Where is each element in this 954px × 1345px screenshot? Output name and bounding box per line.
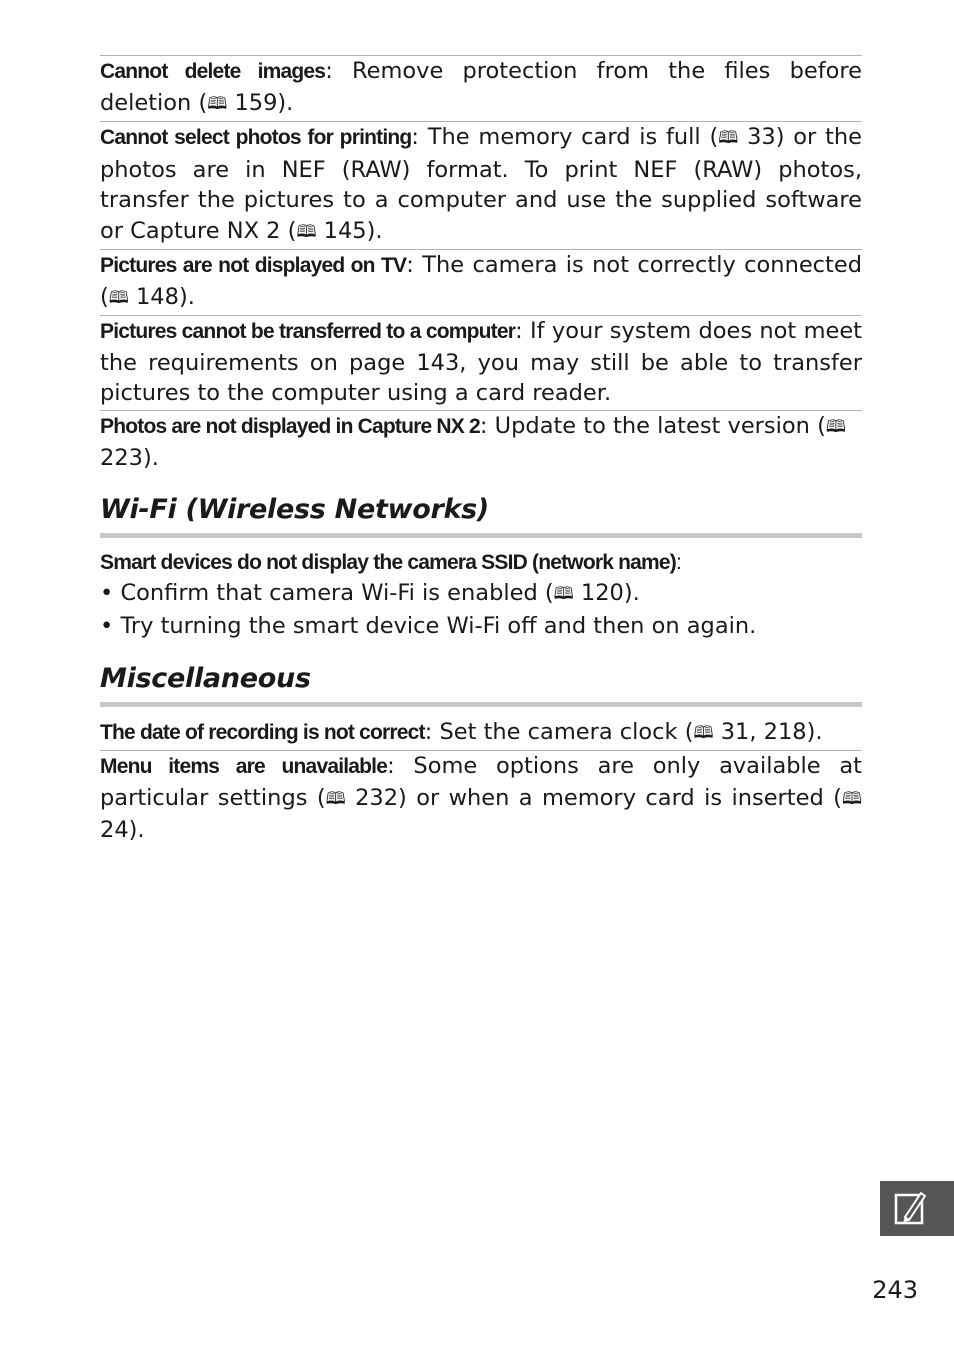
book-icon: 🕮 — [825, 416, 846, 437]
entry-text: : If your system does not meet the requirements on page 143, you may still be able to transfer pictures to the computer using a card reader. — [100, 318, 863, 406]
book-icon: 🕮 — [325, 788, 346, 809]
entry-tail: ). — [806, 718, 823, 745]
entry-tail: ). — [178, 283, 195, 310]
entry-menu-unavailable — [100, 750, 862, 847]
section-heading-wifi: Wi-Fi (Wireless Networks) — [100, 493, 489, 525]
entry-term: Menu items are unavailable — [100, 755, 388, 778]
wifi-subhead — [100, 548, 862, 578]
page-ref: 223 — [100, 445, 143, 471]
entry-text: : The memory card is full ( — [411, 124, 719, 150]
entry-tail: ). — [366, 217, 383, 244]
book-icon: 🕮 — [553, 583, 574, 604]
book-icon: 🕮 — [108, 287, 129, 308]
bullet-text: Try turning the smart device Wi-Fi off and then on again. — [120, 612, 757, 639]
entry-not-displayed-tv — [100, 249, 862, 315]
pencil-note-icon — [893, 1189, 929, 1227]
book-icon: 🕮 — [718, 128, 739, 148]
heading-rule — [100, 533, 862, 538]
page-ref: 33 — [747, 124, 776, 150]
entry-term: Pictures cannot be transferred to a computer — [100, 320, 516, 343]
book-icon: 🕮 — [693, 722, 714, 743]
section-tab — [880, 1181, 954, 1236]
page-ref: 148 — [135, 283, 179, 310]
entry-cannot-transfer — [100, 315, 862, 410]
wifi-entry — [100, 548, 862, 642]
entry-text: : Some options are only available at particular settings ( — [100, 753, 862, 811]
bullet-dot: • — [100, 612, 114, 639]
entry-term: Photos are not displayed in Capture NX 2 — [100, 414, 480, 438]
entry-text: : Set the camera clock ( — [424, 718, 694, 745]
wifi-subhead-text: Smart devices do not display the camera SSID (network name) — [100, 550, 676, 574]
entry-term: Cannot select photos for printing — [100, 126, 412, 149]
entry-term: Pictures are not displayed on TV — [100, 254, 407, 277]
entry-capture-nx2 — [100, 410, 862, 475]
page-ref: 31, 218 — [720, 718, 807, 745]
entry-tail: ). — [277, 89, 294, 116]
page-ref: 159 — [234, 89, 278, 116]
entry-term: Cannot delete images — [100, 60, 326, 83]
entry-cannot-select-photos — [100, 121, 862, 249]
entry-text-2: ) or the photos are in NEF (RAW) format. To print NEF (RAW) photos, transfer the pictures to a computer and use the supplied software or Capture NX 2 ( — [100, 124, 862, 244]
section-heading-misc: Miscellaneous — [100, 662, 311, 694]
entry-term: The date of recording is not correct — [100, 720, 425, 744]
page-ref: 120 — [580, 579, 624, 606]
entry-date-incorrect — [100, 717, 862, 751]
page-ref: 232 — [355, 784, 399, 811]
entry-text: : Remove protection from the files before deletion ( — [100, 58, 862, 116]
bullet-item — [100, 611, 862, 642]
page-ref: 24 — [100, 817, 129, 843]
troubleshooting-content — [100, 55, 862, 847]
book-icon: 🕮 — [296, 221, 317, 242]
bullet-tail: ). — [623, 579, 640, 606]
book-icon: 🕮 — [207, 93, 228, 114]
bullet-dot: • — [100, 579, 114, 606]
bullet-item — [100, 578, 862, 611]
page-ref: 145 — [323, 217, 367, 244]
entry-tail: ). — [142, 445, 159, 471]
entry-text: : The camera is not correctly connected ( — [100, 252, 862, 310]
entry-text: : Update to the latest version ( — [479, 412, 826, 439]
page-number: 243 — [872, 1276, 918, 1304]
entry-text-2: ) or when a memory card is inserted ( — [398, 784, 842, 811]
entry-tail: ). — [128, 817, 145, 843]
entry-cannot-delete — [100, 55, 862, 121]
bullet-text: Confirm that camera Wi-Fi is enabled ( — [120, 579, 554, 606]
wifi-subhead-colon: : — [676, 550, 682, 574]
heading-rule — [100, 702, 862, 707]
book-icon: 🕮 — [841, 788, 862, 809]
